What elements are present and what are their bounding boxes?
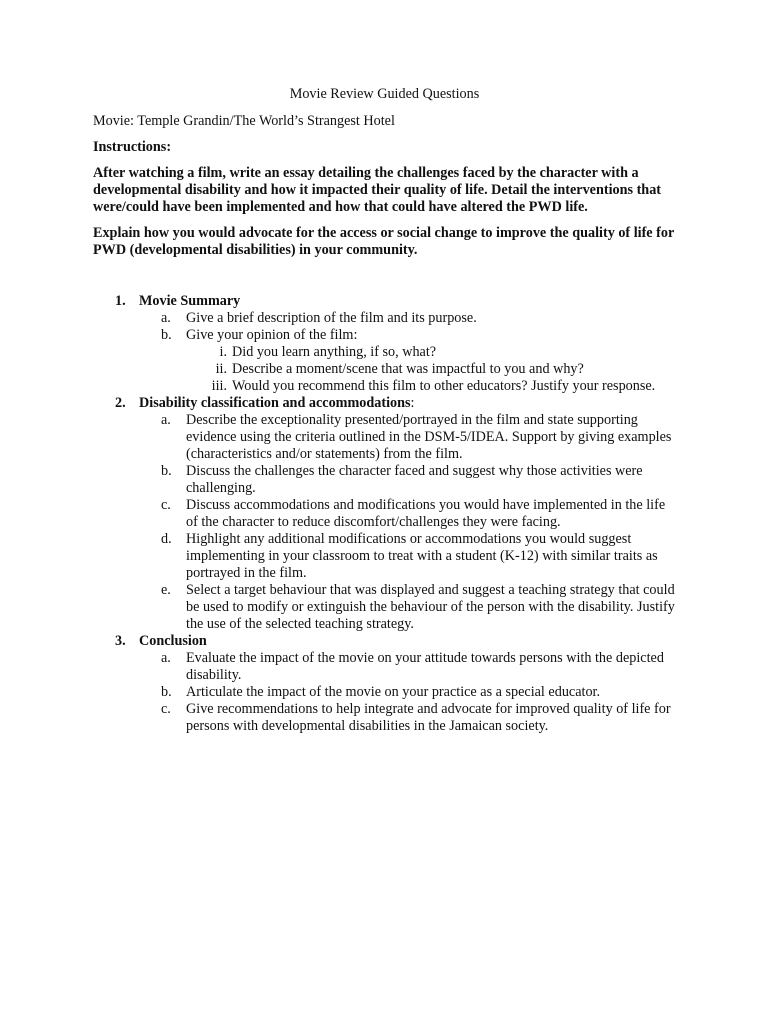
list-item <box>93 650 676 684</box>
instructions-paragraph-2: Explain how you would advocate for the access or social change to improve the quality of life for PWD (developmental disabilities) in your community. <box>93 225 675 258</box>
item-text: Highlight any additional modifications or accommodations you would suggest implementing in your classroom to treat with a student (K-12) with similar traits as portrayed in the film. <box>186 531 658 581</box>
list-item <box>93 582 676 633</box>
question-sections <box>93 293 676 735</box>
section-number: 2. <box>115 395 126 411</box>
sub-item-text: Describe a moment/scene that was impactful to you and why? <box>232 361 584 377</box>
section-conclusion <box>93 633 676 735</box>
item-marker: e. <box>161 582 171 598</box>
item-text: Describe the exceptionality presented/portrayed in the film and state supporting evidence using the criteria outlined in the DSM-5/IDEA. Support by giving examples (characteristics and/or statements) from the film. <box>186 412 672 462</box>
item-marker: a. <box>161 650 171 666</box>
instructions-paragraph-1: After watching a film, write an essay detailing the challenges faced by the character with a developmental disability and how it impacted their quality of life. Detail the interventions that were/could have been implemented and how that could have altered the PWD life. <box>93 165 662 215</box>
item-text: Articulate the impact of the movie on your practice as a special educator. <box>186 684 601 700</box>
section-heading <box>93 293 676 310</box>
sub-item-text: Did you learn anything, if so, what? <box>232 344 437 360</box>
section-heading <box>93 395 676 412</box>
sub-list-item <box>93 361 676 378</box>
section-heading-text: Conclusion <box>139 633 207 649</box>
sub-item-marker: ii. <box>215 361 227 377</box>
item-text: Select a target behaviour that was displayed and suggest a teaching strategy that could be used to modify or extinguish the behaviour of the person with the disability. Justify the use of the selected teaching strategy. <box>186 582 675 632</box>
item-marker: b. <box>161 327 172 343</box>
section-heading <box>93 633 676 650</box>
list-item <box>93 701 676 735</box>
sub-list-item <box>93 344 676 361</box>
item-text: Give recommendations to help integrate and advocate for improved quality of life for persons with developmental disabilities in the Jamaican society. <box>186 701 671 734</box>
section-heading-suffix: : <box>410 395 415 411</box>
list-item <box>93 310 676 327</box>
list-item <box>93 497 676 531</box>
item-text: Give your opinion of the film: <box>186 327 358 343</box>
item-marker: a. <box>161 412 171 428</box>
item-text: Discuss the challenges the character faced and suggest why those activities were challenging. <box>186 463 643 496</box>
sub-item-text: Would you recommend this film to other educators? Justify your response. <box>232 378 656 394</box>
list-item <box>93 463 676 497</box>
list-item <box>93 684 676 701</box>
item-marker: d. <box>161 531 172 547</box>
section-movie-summary <box>93 293 676 395</box>
item-marker: c. <box>161 701 171 717</box>
list-item <box>93 412 676 463</box>
document-title: Movie Review Guided Questions <box>289 86 480 102</box>
movie-line: Movie: Temple Grandin/The World’s Strangest Hotel <box>93 113 395 129</box>
sub-item-marker: i. <box>219 344 227 360</box>
item-text: Evaluate the impact of the movie on your attitude towards persons with the depicted disability. <box>186 650 664 683</box>
item-text: Give a brief description of the film and its purpose. <box>186 310 477 326</box>
item-marker: b. <box>161 463 172 479</box>
section-number: 1. <box>115 293 126 309</box>
instructions-heading: Instructions: <box>93 139 172 155</box>
list-item <box>93 531 676 582</box>
section-heading-text: Disability classification and accommodations <box>139 395 411 411</box>
section-disability-classification <box>93 395 676 633</box>
list-item <box>93 327 676 344</box>
section-number: 3. <box>115 633 126 649</box>
item-marker: b. <box>161 684 172 700</box>
item-marker: c. <box>161 497 171 513</box>
sub-item-marker: iii. <box>211 378 227 394</box>
item-marker: a. <box>161 310 171 326</box>
sub-list-item <box>93 378 676 395</box>
section-heading-text: Movie Summary <box>139 293 241 309</box>
item-text: Discuss accommodations and modifications you would have implemented in the life of the character to reduce discomfort/challenges they were facing. <box>186 497 666 530</box>
